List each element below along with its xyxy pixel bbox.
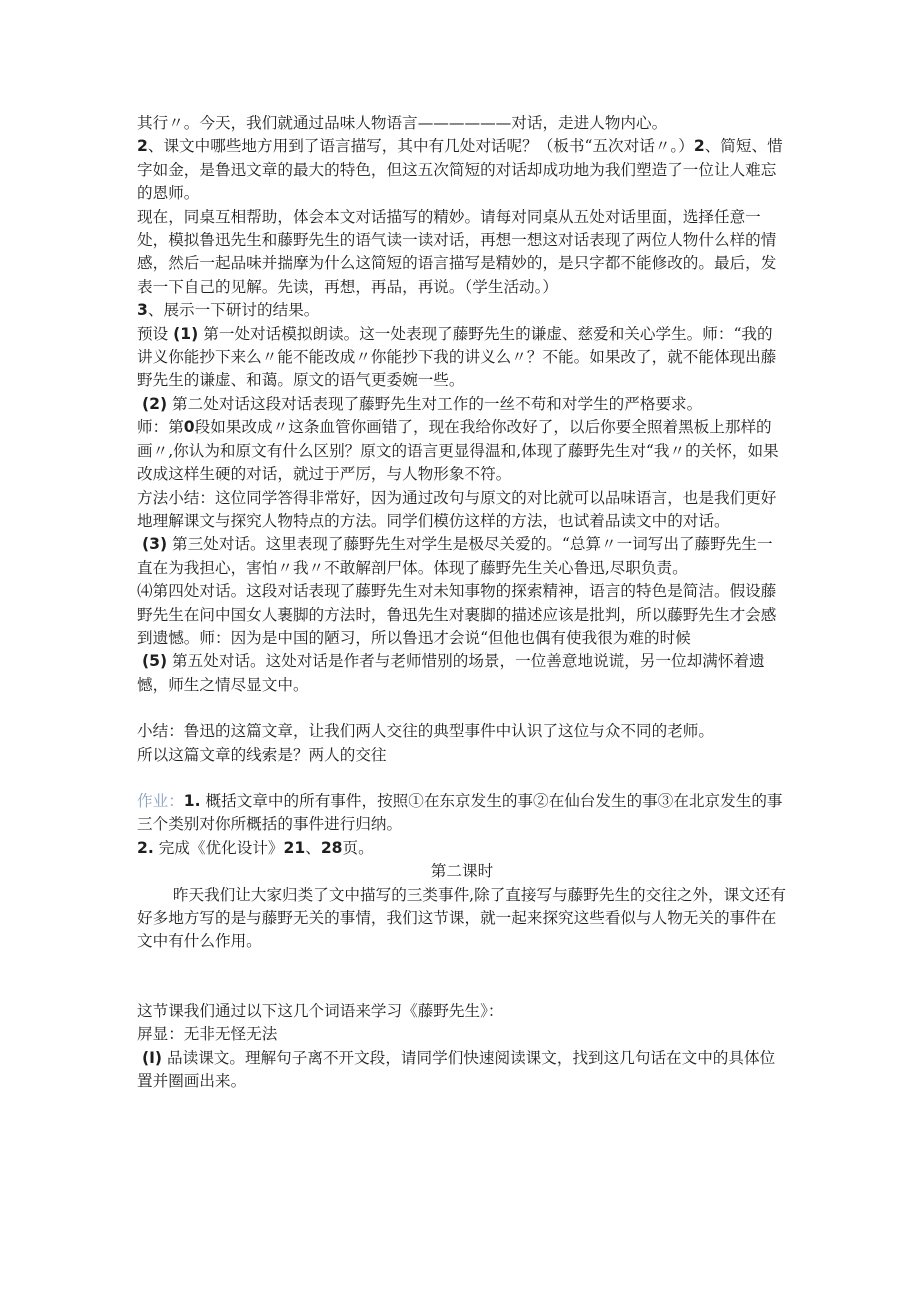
paragraph-question-3: 3、展示一下研讨的结果。 [137,301,320,320]
paragraph-intro: 其行〃。今天，我们就通过品味人物语言——————对话，走进人物内心。 [137,114,668,132]
paragraph-preset-4: ⑷第四处对话。这段对话表现了藤野先生对未知事物的探索精神，语言的特色是简洁。假设藤野先生在问中国女人裹脚的方法时，鲁迅先生对裹脚的描述应该是批判，所以藤野先生才会感到遗憾。师：因为是中国的陋习，所以鲁迅才会说“但他也偶有使我很为难的时候 [137,582,777,647]
paragraph-homework-1: 作业：1. 概括文章中的所有事件，按照①在东京发生的事②在仙台发生的事③在北京发生的事三个类别对你所概括的事件进行归纳。 [137,791,783,834]
paragraph-homework-2: 2. 完成《优化设计》21、28页。 [137,838,374,857]
document-body [137,112,787,1093]
paragraph-question-2: 2、课文中哪些地方用到了语言描写，其中有几处对话呢？（板书“五次对话〃。）2、简短、惜字如金，是鲁迅文章的最大的特色，但这五次简短的对话却成功地为我们塑造了一位让人难忘的恩师。 [137,137,783,203]
spacer [137,767,787,790]
paragraph-lesson2-intro: 昨天我们让大家归类了文中描写的三类事件,除了直接写与藤野先生的交往之外，课文还有好多地方写的是与藤野无关的事情，我们这节课，就一起来探究这些看似与人物无关的事件在文中有什么作用。 [137,885,786,951]
paragraph-preset-3: (3) 第三处对话。这里表现了藤野先生对学生是极尽关爱的。“总算〃一词写出了藤野先生一直在为我担心，害怕〃我〃不敢解剖尸体。体现了藤野先生关心鲁迅,尽职负责。 [137,535,773,577]
paragraph-activity: 现在，同桌互相帮助，体会本文对话描写的精妙。请每对同桌从五处对话里面，选择任意一处，模拟鲁迅先生和藤野先生的语气读一读对话，再想一想这对话表现了两位人物什么样的情感，然后一起品味并揣摩为什么这简短的语言描写是精妙的，是只字都不能修改的。最后，发表一下自己的见解。先读，再想，再品，再说。（学生活动。） [137,207,777,296]
paragraph-preset-2: (2) 第二处对话这段对话表现了藤野先生对工作的一丝不苟和对学生的严格要求。 [141,394,703,413]
paragraph-preset-5: (5) 第五处对话。这处对话是作者与老师惜别的场景，一位善意地说谎，另一位却满怀着遗憾，师生之情尽显文中。 [137,652,765,694]
paragraph-summary: 小结：鲁迅的这篇文章，让我们两人交往的典型事件中认识了这位与众不同的老师。 [137,722,714,741]
paragraph-teacher-2: 师：第0段如果改成〃这条血管你画错了，现在我给你改好了，以后你要全照着黑板上那样的画〃,你认为和原文有什么区别？原文的语言更显得温和,体现了藤野先生对“我〃的关怀，如果改成这样生硬的对话，就过于严厉，与人物形象不符。 [137,418,779,484]
spacer [137,697,787,720]
paragraph-method-summary: 方法小结：这位同学答得非常好，因为通过改句与原文的对比就可以品味语言，也是我们更好地理解课文与探究人物特点的方法。同学们模仿这样的方法，也试着品读文中的对话。 [137,488,777,530]
paragraph-keywords-intro: 这节课我们通过以下这几个词语来学习《藤野先生》： [137,1001,504,1020]
section-title: 第二课时 [430,862,494,881]
paragraph-screen-display: 屏显：无非无怪无法 [137,1025,278,1044]
spacer [137,954,787,1000]
paragraph-step-1: (I) 品读课文。理解句子离不开文段，请同学们快速阅读课文，找到这几句话在文中的具体位置并圈画出来。 [137,1048,776,1091]
paragraph-preset-1: 预设 (1) 第一处对话模拟朗读。这一处表现了藤野先生的谦虚、慈爱和关心学生。师：“我的讲义你能抄下来么〃能不能改成〃你能抄下我的讲义么〃？不能。如果改了，就不能体现出藤野先生的谦虚、和蔼。原文的语气更委婉一些。 [137,324,777,390]
paragraph-clue: 所以这篇文章的线索是？两人的交往 [137,745,387,764]
homework-label: 作业： [137,791,184,810]
